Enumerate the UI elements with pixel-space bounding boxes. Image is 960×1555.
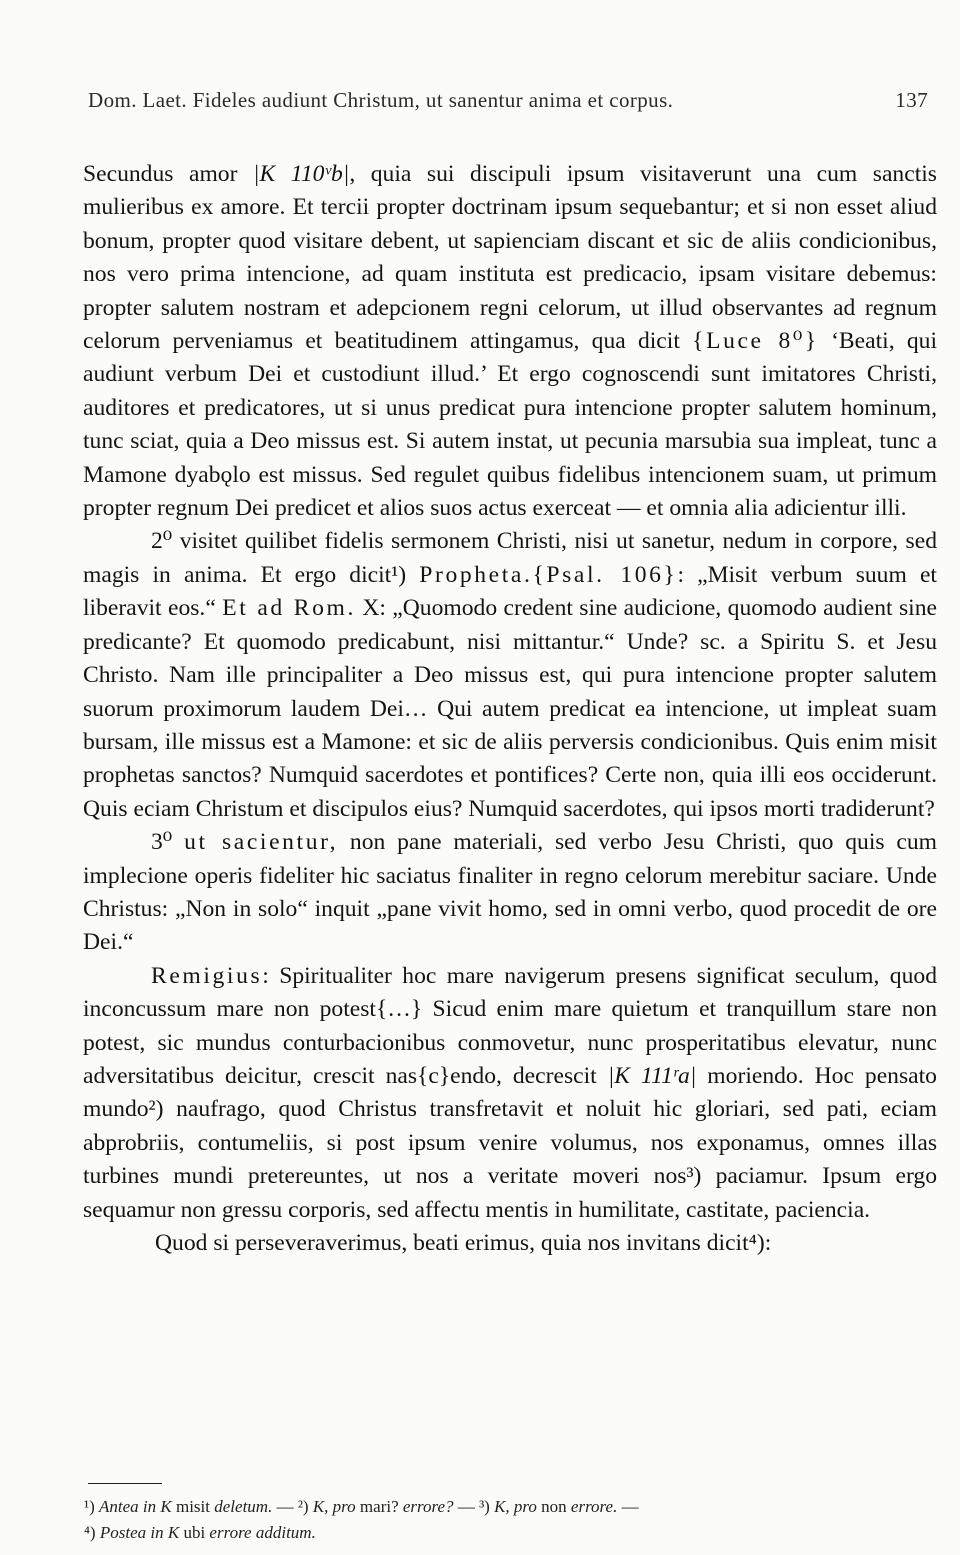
footnote-text: deletum.	[214, 1497, 273, 1516]
footnote-line-2	[84, 1520, 934, 1546]
text-run: non pane materiali, sed verbo Jesu Christi, quo quis cum implecione operis fideliter hic saciatus finaliter in regno celorum merebitur saciare. Unde Christus: „Non in solo“ inquit „pane vivit homo, sed in omni verbo, quod procedit de ore Dei.“	[83, 829, 938, 956]
footnote-line-1	[84, 1494, 934, 1520]
section-number: 3⁰	[151, 829, 185, 856]
footnote-rule	[88, 1483, 162, 1484]
footnote-text: K, pro	[312, 1497, 356, 1516]
text-run: ‘Beati, qui audiunt verbum Dei et custodiunt illud.’ Et ergo cognoscendi sunt imitatores Christi, auditores et predicatores, ut si unus predicat pura intencione propter salutem hominum, tunc sciat, quia a Deo missus est. Si autem instat, ut pecunia marsubia sua impleat, tunc a Mamone dyabǫlo est missus. Sed regulet quibus fidelibus intencionem suam, ut primum propter regnum Dei predicet et alios suos actus exerceat — et omnia alia adicientur illi.	[83, 328, 938, 522]
footnote-text: Antea in K	[99, 1497, 172, 1516]
footnote-text: ubi	[179, 1523, 210, 1542]
manuscript-ref: |K 110ᵛb|	[253, 161, 350, 187]
text-run: moriendo. Hoc pensato mundo²) naufrago, quod Christus transfretavit et noluit hic gloriari, sed pati, eciam abprobriis, contumeliis, si post ipsum venire volumus, nos exponamus, omnes illas turbines mundi pretereuntes, ut nos a veritate moveri nos³) paciamur. Ipsum ergo sequamur non gressu corporis, sed affectu mentis in humilitate, castitate, paciencia.	[83, 1062, 937, 1223]
paragraph-5: Quod si perseveraverimus, beati erimus, quia nos invitans dicit⁴):	[155, 1230, 772, 1256]
manuscript-ref: |K 111ʳa|	[607, 1062, 697, 1089]
footnote-text: errore?	[402, 1497, 454, 1516]
spaced-phrase: ut sacientur,	[184, 829, 339, 856]
running-title: Dom. Laet. Fideles audiunt Christum, ut sanentur anima et corpus.	[88, 88, 674, 112]
footnote-text: Postea in K	[99, 1523, 180, 1542]
footnotes	[84, 1494, 934, 1546]
citation-propheta: Propheta.	[419, 561, 533, 588]
footnote-text: misit	[171, 1497, 215, 1516]
footnote-text: K, pro	[494, 1497, 537, 1516]
paragraph-4	[83, 960, 937, 1227]
footnote-separator: —	[617, 1497, 639, 1516]
bible-citation: {Luce 8⁰}	[692, 328, 819, 355]
text-run: X: „Quomodo credent sine audicione, quomodo audient sine predicante? Et quomodo predicabunt, nisi mittantur.“ Unde? sc. a Spiritu S. et Jesu Christo. Nam ille principaliter a Deo missus est, qui pura intencione propter salutem suorum proximorum laudem Dei… Qui autem predicat ea intencione, ut impleat suam bursam, ille missus est a Mamone: et sic de aliis perversis condicionibus. Quis enim misit prophetas sanctos? Numquid sacerdotes et pontifices? Certe non, quia illi eos occiderunt. Quis eciam Christum et discipulos eius? Numquid sacerdotes, qui ipsos morti tradiderunt?	[83, 595, 937, 822]
author-remigius: Remigius	[151, 962, 263, 989]
text-run: , quia sui discipuli ipsum visitaverunt una cum sanctis mulieribus ex amore. Et tercii propter doctrinam ipsum sequebantur; et si non esset aliud bonum, propter quod visitare debent, ut sapienciam discant et sic de aliis condicionibus, nos vero prima intencione, ad quam instituta est predicacio, ipsam visitare debemus: propter salutem nostram et adepcionem regni celorum, ut illud observantes ad regnum celorum perveniamus et beatitudinem attingamus, qua dicit	[83, 161, 937, 355]
footnote-mark: ¹)	[84, 1497, 95, 1516]
footnote-text: errore.	[570, 1497, 618, 1516]
text-run: 2⁰ visitet quilibet fidelis sermonem Christi, nisi ut sanetur, nedum in corpore, sed magis in anima. Et ergo dicit¹)	[83, 528, 937, 588]
paragraph-1	[83, 158, 937, 525]
footnote-text: non	[536, 1497, 571, 1516]
running-header	[88, 88, 928, 113]
footnote-mark: ⁴)	[84, 1523, 96, 1542]
footnote-separator: —	[272, 1497, 298, 1516]
footnote-text: mari?	[355, 1497, 403, 1516]
text-run: Secundus amor	[83, 161, 254, 187]
main-text	[83, 158, 937, 1260]
footnote-mark: ²)	[297, 1497, 309, 1516]
footnote-separator: —	[453, 1497, 480, 1516]
paragraph-3	[83, 826, 937, 960]
text-run: : „Misit verbum suum et liberavit eos.“	[83, 561, 937, 622]
footnote-mark: ³)	[479, 1497, 490, 1516]
citation-ad-rom: Et ad Rom.	[222, 595, 356, 622]
paragraph-2	[83, 525, 937, 826]
footnote-text: errore additum.	[209, 1523, 316, 1542]
text-run: : Spiritualiter hoc mare navigerum presens significat seculum, quod inconcussum mare non potest{…} Sicud enim mare quietum et tranquillum stare non potest, sic mundus conturbacionibus conmovetur, nunc prosperitatibus elevatur, nunc adversitatibus deicitur, crescit nas{c}endo, decrescit	[83, 962, 937, 1089]
page-number: 137	[895, 88, 928, 112]
citation-psal: {Psal. 106}	[532, 561, 678, 588]
